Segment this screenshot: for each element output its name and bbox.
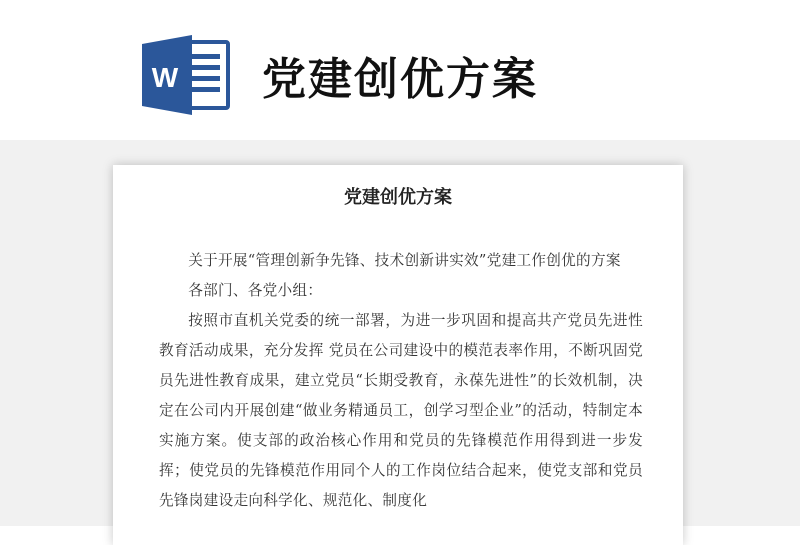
document-paragraph-intro: 关于开展“管理创新争先锋、技术创新讲实效”党建工作创优的方案 xyxy=(188,252,621,269)
document-title: 党建创优方案 xyxy=(344,187,452,208)
document-paragraph-main: 按照市直机关党委的统一部署，为进一步巩固和提高共产党员先进性教育活动成果，充分发挥 党员在公司建设中的模范表率作用，不断巩固党员先进性教育成果，建立党员“长期受教育，永葆先进性”的长效机制，决定在公司内开展创建“做业务精通员工，创学习型企业”的活动，特制定本实施方案。使支部的政治核心作用和党员的先锋模范作用得到进一步发挥；使党员的先锋模范作用同个人的工作岗位结合起来，使党支部和党员先锋岗建设走向科学化、规范化、制度化 xyxy=(159,312,643,509)
word-icon-letter: W xyxy=(151,62,179,93)
document-page xyxy=(113,165,683,545)
document-paragraph-salutation: 各部门、各党小组： xyxy=(188,282,323,299)
word-document-icon xyxy=(140,34,232,116)
document-body xyxy=(159,246,643,516)
header-title: 党建创优方案 xyxy=(262,54,538,105)
